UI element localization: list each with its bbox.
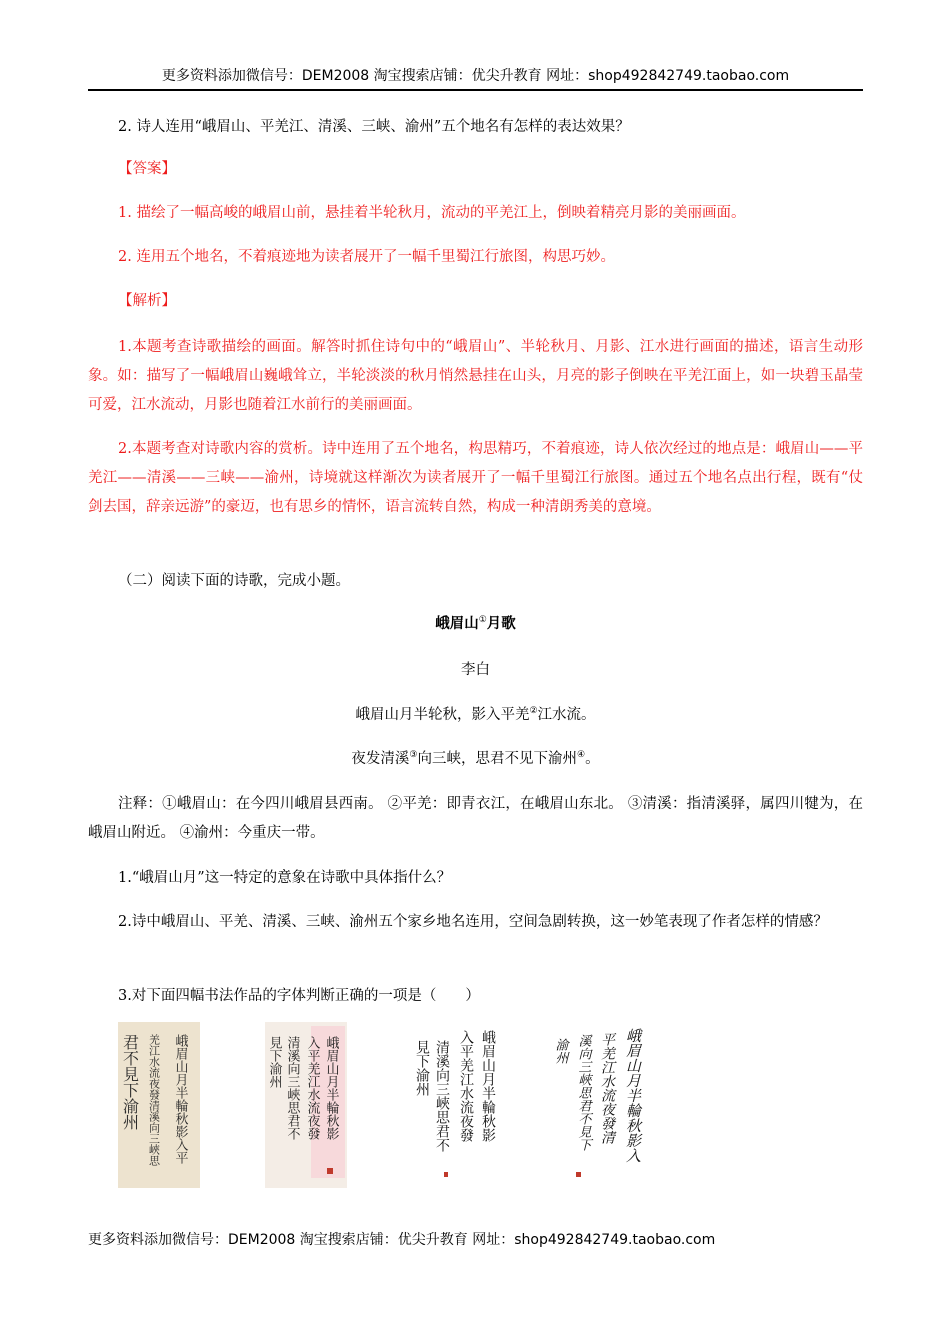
poem-line-2 [88, 747, 863, 768]
section-2-heading: （二）阅读下面的诗歌，完成小题。 [118, 573, 350, 589]
poem-title-main: 峨眉山 [435, 616, 479, 632]
calligraphy-image-d [550, 1022, 650, 1188]
calligraphy-d-col-1: 峨眉山月半輪秋影入 [624, 1028, 642, 1163]
calligraphy-c-col-1: 峨眉山月半輪秋影 [480, 1030, 496, 1142]
calligraphy-d-col-4: 渝州 [552, 1038, 568, 1064]
analysis-label: 【解析】 [118, 293, 176, 309]
poem-title-rest: 月歌 [486, 616, 516, 632]
calligraphy-b-col-3: 清溪向三峽思君不 [284, 1036, 300, 1140]
calligraphy-c-col-2: 入平羌江水流夜發 [458, 1030, 474, 1142]
calligraphy-running-svg [412, 1022, 504, 1188]
sub-question-3: 3.对下面四幅书法作品的字体判断正确的一项是（ ） [118, 988, 480, 1004]
calligraphy-d-col-2: 平羌江水流夜發清 [599, 1032, 615, 1144]
calligraphy-image-b [265, 1022, 347, 1188]
poem-line-2-note-1: ③ [409, 750, 418, 760]
answer-1: 1. 描绘了一幅高峻的峨眉山前，悬挂着半轮秋月，流动的平羌江上，倒映着精亮月影的美丽画面。 [118, 205, 746, 221]
calligraphy-a-col-3: 君不見下渝州 [120, 1034, 140, 1130]
poem-author: 李白 [461, 662, 490, 678]
poem-line-2b: 向三峡，思君不见下渝州 [417, 751, 577, 767]
calligraphy-b-col-2: 入平羌江水流夜發 [304, 1036, 320, 1140]
poem-line-1 [88, 703, 863, 724]
poem-line-1a: 峨眉山月半轮秋，影入平羌 [355, 707, 530, 723]
poem-line-1-note: ② [529, 706, 538, 716]
calligraphy-cursive-svg [550, 1022, 650, 1188]
calligraphy-a-col-2: 羌江水流夜發清溪向三峽思 [147, 1034, 161, 1166]
poem-title [88, 612, 863, 633]
poem-line-2c: 。 [585, 751, 600, 767]
poem-line-2-note-2: ④ [577, 750, 586, 760]
calligraphy-image-c [412, 1022, 504, 1188]
poem-notes: 注释：①峨眉山：在今四川峨眉县西南。 ②平羌：即青衣江，在峨眉山东北。 ③清溪：指清溪驿，属四川犍为，在峨眉山附近。 ④渝州：今重庆一带。 [88, 796, 863, 841]
page-header: 更多资料添加微信号：DEM2008 淘宝搜索店铺：优尖升教育 网址：shop492842749.taobao.com [88, 65, 863, 91]
analysis-1: 1.本题考查诗歌描绘的画面。解答时抓住诗句中的“峨眉山”、半轮秋月、月影、江水进行画面的描述，语言生动形象。如：描写了一幅峨眉山巍峨耸立，半轮淡淡的秋月悄然悬挂在山头，月亮的影子倒映在平羌江面上，如一块碧玉晶莹可爱，江水流动，月影也随着江水前行的美丽画面。 [88, 339, 863, 413]
calligraphy-d-col-3: 溪向三峽思君不見下 [575, 1034, 591, 1151]
page-footer: 更多资料添加微信号：DEM2008 淘宝搜索店铺：优尖升教育 网址：shop492842749.taobao.com [88, 1232, 716, 1248]
seal-stamp [576, 1172, 581, 1177]
poem-line-2a: 夜发清溪 [351, 751, 410, 767]
sub-question-2: 2.诗中峨眉山、平羌、清溪、三峡、渝州五个家乡地名连用，空间急剧转换，这一妙笔表现了作者怎样的情感？ [118, 914, 828, 930]
sub-question-1: 1.“峨眉山月”这一特定的意象在诗歌中具体指什么？ [118, 870, 452, 886]
calligraphy-image-a [118, 1022, 200, 1188]
seal-stamp [444, 1172, 448, 1177]
calligraphy-b-col-4: 見下渝州 [266, 1036, 282, 1088]
calligraphy-regular-svg [265, 1022, 347, 1188]
calligraphy-c-col-4: 見下渝州 [414, 1040, 430, 1096]
calligraphy-a-col-1: 峨眉山月半輪秋影入平 [172, 1034, 188, 1164]
question-2: 2. 诗人连用“峨眉山、平羌江、清溪、三峡、渝州”五个地名有怎样的表达效果？ [118, 119, 630, 135]
calligraphy-b-col-1: 峨眉山月半輪秋影 [323, 1036, 339, 1140]
poem-title-note: ① [478, 615, 487, 625]
answer-label: 【答案】 [118, 161, 176, 177]
poem-line-1b: 江水流。 [537, 707, 596, 723]
answer-2: 2. 连用五个地名，不着痕迹地为读者展开了一幅千里蜀江行旅图，构思巧妙。 [118, 249, 615, 265]
calligraphy-clerical-svg [118, 1022, 200, 1188]
analysis-2: 2.本题考查对诗歌内容的赏析。诗中连用了五个地名，构思精巧，不着痕迹，诗人依次经过的地点是：峨眉山——平羌江——清溪——三峡——渝州，诗境就这样渐次为读者展开了一幅千里蜀江行旅图。通过五个地名点出行程，既有“仗剑去国，辞亲远游”的豪迈，也有思乡的情怀，语言流转自然，构成一种清朗秀美的意境。 [88, 441, 863, 515]
seal-stamp [327, 1168, 333, 1174]
calligraphy-c-col-3: 清溪向三峽思君不 [434, 1040, 450, 1152]
